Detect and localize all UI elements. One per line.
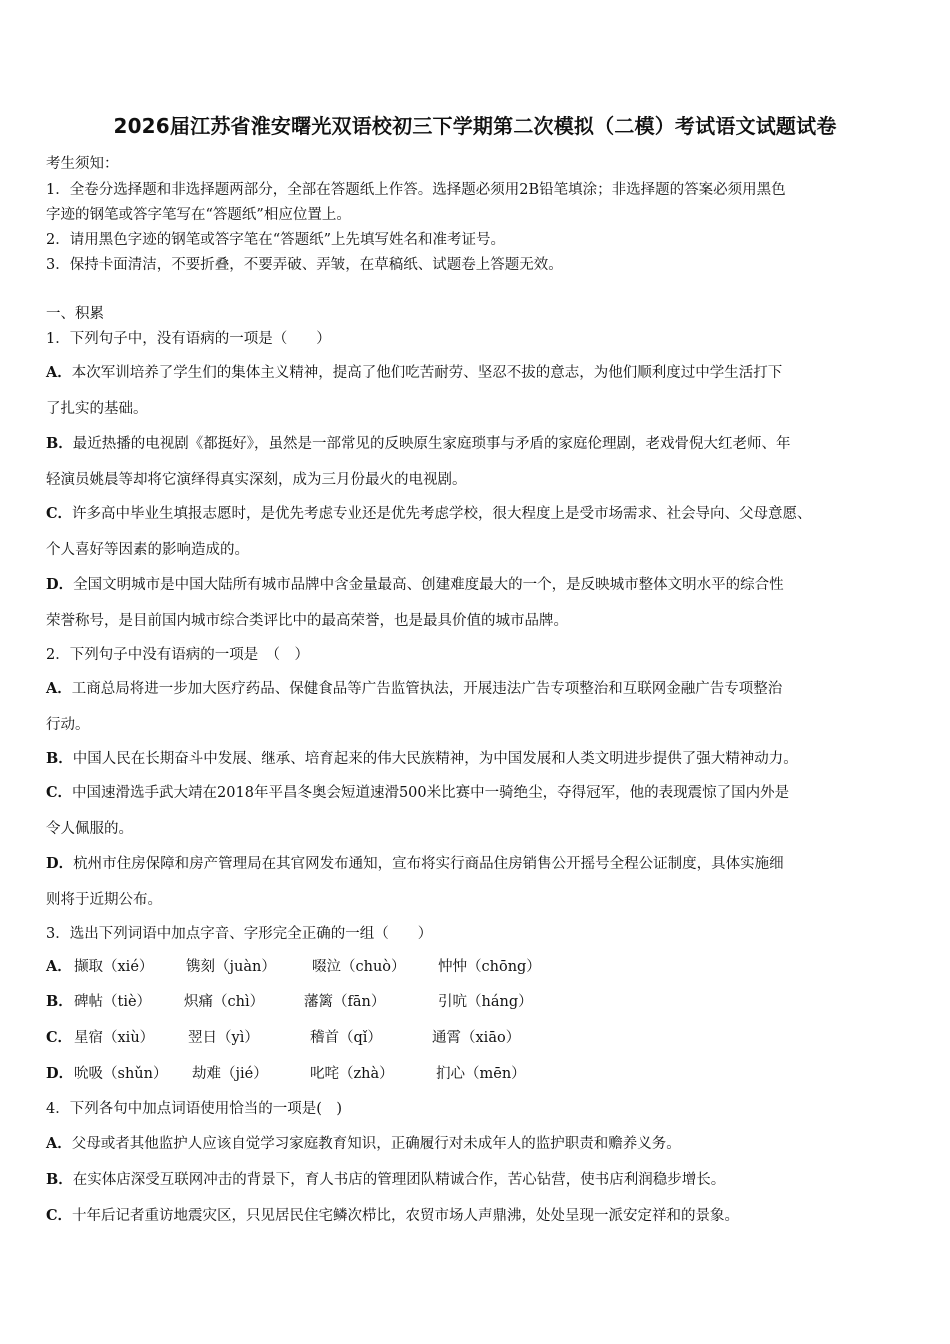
notice-heading: 考生须知： <box>46 156 119 172</box>
q2-option-c-cont: 令人佩服的。 <box>46 821 133 837</box>
q3-word: 碑帖（tiè） <box>74 994 152 1010</box>
q2-option-d-cont: 则将于近期公布。 <box>46 892 162 908</box>
q3-word: 啜泣（chuò） <box>312 959 406 975</box>
q1-option-c: C．许多高中毕业生填报志愿时，是优先考虑专业还是优先考虑学校，很大程度上是受市场需求、社会导向、父母意愿、 <box>46 505 812 522</box>
q1-option-c-cont: 个人喜好等因素的影响造成的。 <box>46 542 249 558</box>
q1-option-d: D．全国文明城市是中国大陆所有城市品牌中含金量最高、创建难度最大的一个，是反映城市整体文明水平的综合性 <box>46 576 784 593</box>
notice-item: 1．全卷分选择题和非选择题两部分，全部在答题纸上作答。选择题必须用2B铅笔填涂；非选择题的答案必须用黑色 <box>46 182 786 198</box>
q3-option-label: C． <box>46 1029 73 1046</box>
q2-stem: 2．下列句子中没有语病的一项是 （ ） <box>46 647 309 663</box>
q3-word: 星宿（xiù） <box>74 1030 155 1046</box>
q2-option-d: D．杭州市住房保障和房产管理局在其官网发布通知，宣布将实行商品住房销售公开摇号全程公证制度，具体实施细 <box>46 855 784 872</box>
q1-option-a-cont: 了扎实的基础。 <box>46 401 148 417</box>
q4-stem: 4．下列各句中加点词语使用恰当的一项是( ) <box>46 1101 343 1117</box>
q1-option-b-cont: 轻演员姚晨等却将它演绎得真实深刻，成为三月份最火的电视剧。 <box>46 472 467 488</box>
q4-option-b: B．在实体店深受互联网冲击的背景下，育人书店的管理团队精诚合作，苦心钻营，使书店利润稳步增长。 <box>46 1171 726 1188</box>
notice-item: 2．请用黑色字迹的钢笔或答字笔在“答题纸”上先填写姓名和准考证号。 <box>46 232 506 248</box>
q3-word: 忡忡（chōng） <box>438 959 541 975</box>
page-title: 2026届江苏省淮安曙光双语校初三下学期第二次模拟（二模）考试语文试题试卷 <box>113 114 837 138</box>
notice-item: 字迹的钢笔或答字笔写在“答题纸”相应位置上。 <box>46 207 351 223</box>
q3-word: 扪心（mēn） <box>436 1066 526 1082</box>
q3-word: 劫难（jié） <box>192 1066 268 1082</box>
q3-option-label: D． <box>46 1065 74 1082</box>
q3-word: 炽痛（chì） <box>184 994 265 1010</box>
notice-item: 3．保持卡面清洁，不要折叠，不要弄破、弄皱，在草稿纸、试题卷上答题无效。 <box>46 257 563 273</box>
q4-option-c: C．十年后记者重访地震灾区，只见居民住宅鳞次栉比，农贸市场人声鼎沸，处处呈现一派安定祥和的景象。 <box>46 1207 740 1224</box>
section-heading: 一、积累 <box>46 306 104 322</box>
q1-option-a: A．本次军训培养了学生们的集体主义精神，提高了他们吃苦耐劳、坚忍不拔的意志，为他们顺利度过中学生活打下 <box>46 364 783 381</box>
q2-option-a: A．工商总局将进一步加大医疗药品、保健食品等广告监管执法，开展违法广告专项整治和互联网金融广告专项整治 <box>46 680 783 697</box>
q3-word: 通霄（xiāo） <box>432 1030 521 1046</box>
q1-option-b: B．最近热播的电视剧《都挺好》，虽然是一部常见的反映原生家庭琐事与矛盾的家庭伦理剧，老戏骨倪大红老师、年 <box>46 435 791 452</box>
q3-word: 镌刻（juàn） <box>186 959 276 975</box>
q2-option-b: B．中国人民在长期奋斗中发展、继承、培育起来的伟大民族精神，为中国发展和人类文明进步提供了强大精神动力。 <box>46 750 798 767</box>
q3-word: 引吭（háng） <box>438 994 533 1010</box>
q3-word: 吮吸（shǔn） <box>74 1066 168 1082</box>
q3-option-label: B． <box>46 993 73 1010</box>
q4-option-a: A．父母或者其他监护人应该自觉学习家庭教育知识，正确履行对未成年人的监护职责和赡养义务。 <box>46 1135 681 1152</box>
q2-option-a-cont: 行动。 <box>46 717 90 733</box>
q3-option-label: A． <box>46 958 72 975</box>
q3-word: 叱咤（zhà） <box>310 1066 394 1082</box>
q3-word: 稽首（qǐ） <box>310 1030 382 1046</box>
q3-stem: 3．选出下列词语中加点字音、字形完全正确的一组（ ） <box>46 926 433 942</box>
q2-option-c: C．中国速滑选手武大靖在2018年平昌冬奥会短道速滑500米比赛中一骑绝尘，夺得冠军，他的表现震惊了国内外是 <box>46 784 790 801</box>
q3-word: 撷取（xié） <box>74 959 154 975</box>
q1-stem: 1．下列句子中，没有语病的一项是（ ） <box>46 331 331 347</box>
q1-option-d-cont: 荣誉称号，是目前国内城市综合类评比中的最高荣誉，也是最具价值的城市品牌。 <box>46 613 568 629</box>
q3-word: 翌日（yì） <box>188 1030 259 1046</box>
q3-word: 藩篱（fān） <box>304 994 386 1010</box>
